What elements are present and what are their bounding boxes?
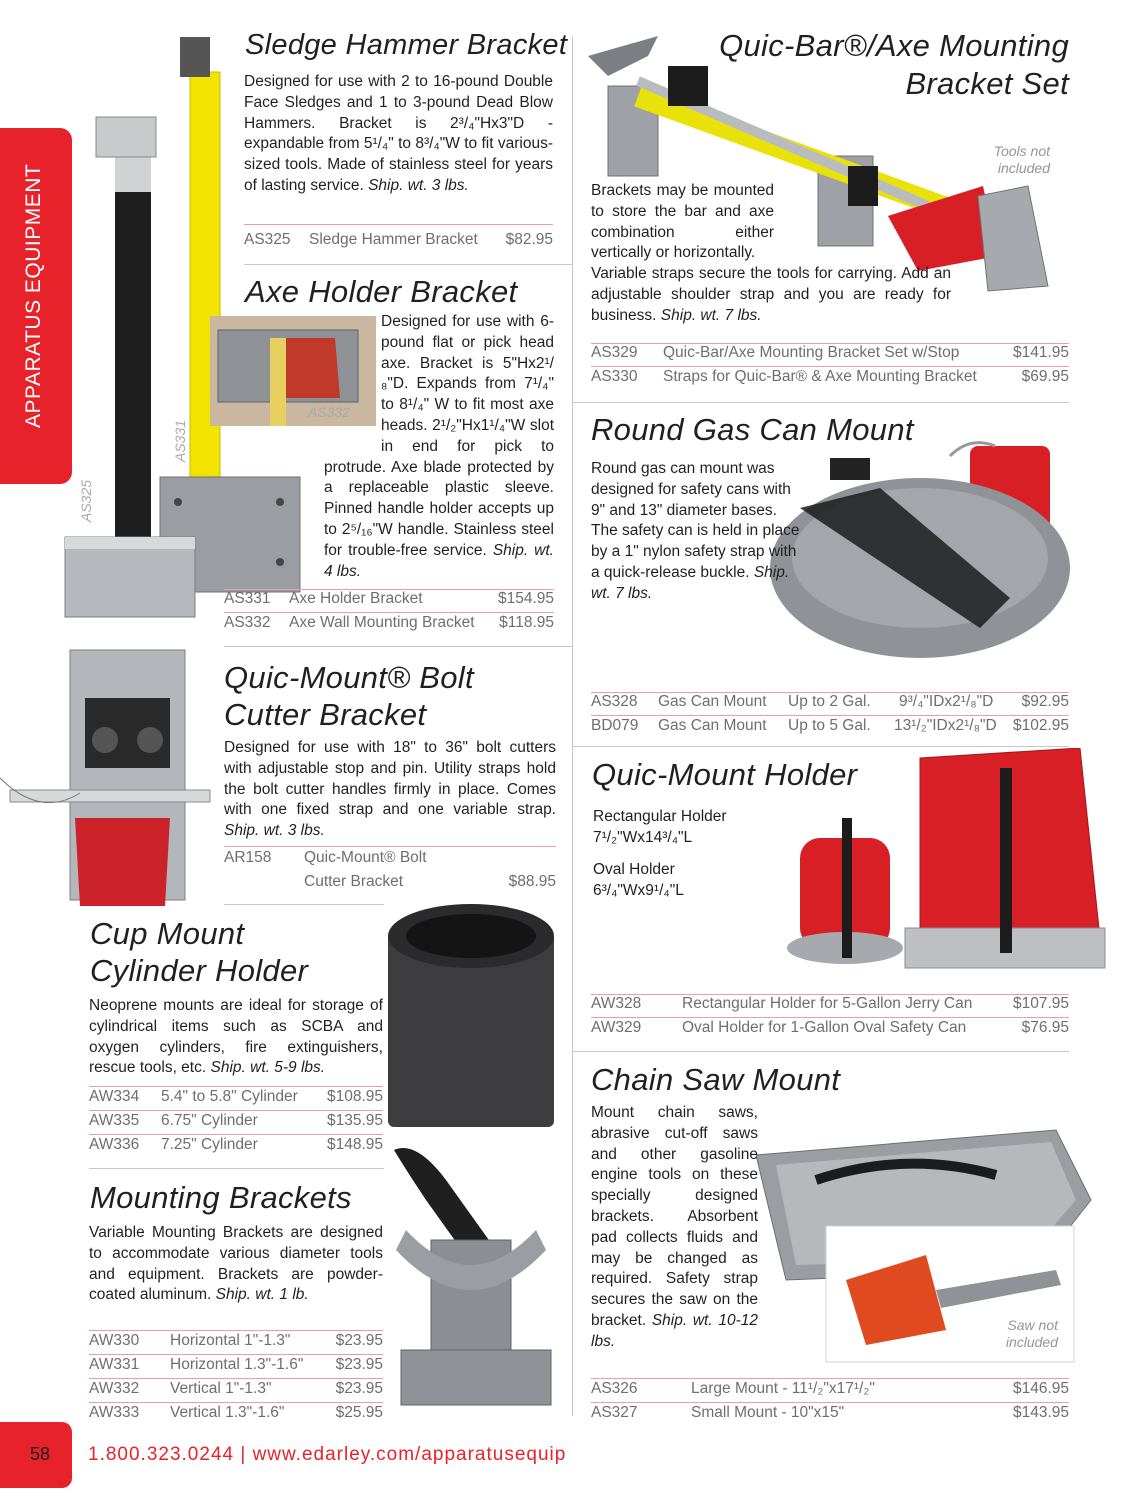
item-price: $88.95 bbox=[508, 873, 556, 890]
footer-contact[interactable]: 1.800.323.0244 | www.edarley.com/apparatusequip bbox=[88, 1444, 567, 1465]
page-number-tab bbox=[0, 1422, 72, 1488]
item-code: AS329 bbox=[591, 344, 638, 361]
divider bbox=[89, 1378, 383, 1379]
chainsaw-note bbox=[980, 1317, 1058, 1351]
cup-title-line2: Cylinder Holder bbox=[90, 953, 309, 988]
holder-oval-dimensions: 6³/₄"Wx9¹/₄"L bbox=[593, 882, 684, 899]
gas-can-ship-weight: Ship. wt. 7 lbs. bbox=[591, 563, 790, 602]
bolt-ship-weight: Ship. wt. 3 lbs. bbox=[224, 822, 325, 840]
section-rule bbox=[573, 402, 1069, 403]
gas-can-description bbox=[591, 459, 806, 605]
axe-title: Axe Holder Bracket bbox=[245, 274, 518, 309]
divider bbox=[591, 1378, 1069, 1379]
sledge-ship-weight: Ship. wt. 3 lbs. bbox=[368, 176, 469, 194]
item-code: AS332 bbox=[224, 614, 271, 631]
quic-bar-ship-weight: Ship. wt. 7 lbs. bbox=[660, 306, 762, 324]
item-price: $146.95 bbox=[1012, 1380, 1069, 1397]
item-code: AW331 bbox=[89, 1356, 140, 1373]
item-description: Axe Holder Bracket bbox=[289, 590, 423, 607]
quic-bar-body: Variable straps secure the tools for carrying. Add an adjustable shoulder strap and you are ready for business. bbox=[591, 265, 951, 324]
quic-bar-note-line1: Tools not bbox=[993, 143, 1050, 159]
quic-bar-title-line2: Bracket Set bbox=[905, 66, 1069, 101]
item-price: $76.95 bbox=[1021, 1019, 1069, 1036]
item-code: AS327 bbox=[591, 1404, 638, 1421]
item-price: $23.95 bbox=[335, 1380, 383, 1397]
item-price: $118.95 bbox=[499, 614, 554, 631]
item-description: Gas Can Mount bbox=[658, 693, 767, 710]
price-row bbox=[89, 1136, 383, 1156]
price-row bbox=[591, 1380, 1069, 1400]
gas-can-body: Round gas can mount was designed for safety cans with 9" and 13" diameter bases. The safety can is held in place by a 1" nylon safety strap with a quick-release buckle. bbox=[591, 460, 800, 581]
price-row bbox=[224, 849, 556, 893]
item-description: Quic-Mount® Bolt bbox=[304, 849, 427, 866]
item-description: Gas Can Mount bbox=[658, 717, 767, 734]
bolt-body: Designed for use with 18" to 36" bolt cutters with adjustable stop and pin. Utility straps hold the bolt cutter handles firmly in place. Comes with one fixed strap and one variable strap. bbox=[224, 739, 556, 819]
mounting-ship-weight: Ship. wt. 1 lb. bbox=[215, 1286, 309, 1304]
cup-mount-image bbox=[384, 902, 559, 1138]
item-code: BD079 bbox=[591, 717, 639, 734]
gas-can-mount-image bbox=[760, 448, 1072, 668]
item-price: $135.95 bbox=[326, 1112, 383, 1129]
section-rule bbox=[224, 646, 572, 647]
item-description: 6.75" Cylinder bbox=[161, 1112, 258, 1129]
item-description: Small Mount - 10"x15" bbox=[691, 1404, 845, 1421]
sledge-body: Designed for use with 2 to 16-pound Double Face Sledges and 1 to 3-pound Dead Blow Hammers. Bracket is 2³/₄"Hx3"D - expandable from 5¹/₄" to 8³/₄"W to fit various-sized tools. Made of stainless steel for years of lasting service. bbox=[244, 73, 553, 194]
cup-description bbox=[89, 996, 383, 1079]
section-tab-label: APPARATUS EQUIPMENT bbox=[22, 163, 45, 428]
price-row bbox=[89, 1112, 383, 1132]
item-description: Axe Wall Mounting Bracket bbox=[289, 614, 475, 631]
price-row bbox=[224, 590, 554, 610]
price-row bbox=[591, 344, 1069, 364]
axe-ship-weight: Ship. wt. 4 lbs. bbox=[324, 541, 554, 580]
item-description: Horizontal 1.3"-1.6" bbox=[170, 1356, 304, 1373]
item-description: 7.25" Cylinder bbox=[161, 1136, 258, 1153]
divider bbox=[89, 1110, 383, 1111]
item-code: AS325 bbox=[244, 231, 291, 248]
item-description: Vertical 1.3"-1.6" bbox=[170, 1404, 285, 1421]
price-row bbox=[89, 1404, 383, 1424]
section-rule bbox=[573, 1051, 1069, 1052]
item-description-line2: Cutter Bracket bbox=[304, 873, 404, 890]
item-code: AW328 bbox=[591, 995, 642, 1012]
item-description: Rectangular Holder for 5-Gallon Jerry Can bbox=[682, 995, 973, 1012]
bolt-cutter-bracket-image bbox=[0, 648, 215, 906]
cup-title-line1: Cup Mount bbox=[90, 916, 245, 951]
image-label-as332: AS332 bbox=[308, 404, 351, 420]
chainsaw-ship-weight: Ship. wt. 10-12 lbs. bbox=[591, 1311, 758, 1350]
chainsaw-description bbox=[591, 1103, 758, 1353]
price-row bbox=[244, 231, 553, 251]
divider bbox=[89, 1134, 383, 1135]
mounting-description bbox=[89, 1223, 383, 1306]
item-description: Oval Holder for 1-Gallon Oval Safety Can bbox=[682, 1019, 967, 1036]
price-row bbox=[591, 717, 1069, 737]
sledge-description bbox=[244, 72, 553, 197]
item-dimensions: 9³/₄"IDx2¹/₈"D bbox=[899, 693, 994, 710]
holder-rect-label: Rectangular Holder bbox=[593, 808, 727, 825]
chainsaw-note-line1: Saw not bbox=[1007, 1317, 1058, 1333]
item-price: $143.95 bbox=[1012, 1404, 1069, 1421]
column-divider bbox=[572, 36, 573, 1416]
item-description: Vertical 1"-1.3" bbox=[170, 1380, 272, 1397]
price-row bbox=[224, 614, 554, 634]
chainsaw-note-line2: included bbox=[1005, 1334, 1058, 1350]
quic-bar-description bbox=[591, 264, 951, 326]
price-row bbox=[591, 1404, 1069, 1424]
gas-can-title: Round Gas Can Mount bbox=[591, 412, 914, 447]
item-capacity: Up to 5 Gal. bbox=[788, 717, 871, 734]
divider bbox=[244, 224, 553, 225]
price-row bbox=[591, 693, 1069, 713]
chainsaw-title: Chain Saw Mount bbox=[591, 1062, 841, 1097]
item-description: 5.4" to 5.8" Cylinder bbox=[161, 1088, 298, 1105]
bolt-description bbox=[224, 738, 556, 842]
item-capacity: Up to 2 Gal. bbox=[788, 693, 871, 710]
item-price: $23.95 bbox=[335, 1332, 383, 1349]
item-code: AR158 bbox=[224, 849, 272, 866]
price-row bbox=[89, 1332, 383, 1352]
divider bbox=[89, 1086, 383, 1087]
item-description: Horizontal 1"-1.3" bbox=[170, 1332, 291, 1349]
item-dimensions: 13¹/₂"IDx2¹/₈"D bbox=[894, 717, 997, 734]
item-code: AW334 bbox=[89, 1088, 140, 1105]
item-price: $141.95 bbox=[1012, 344, 1069, 361]
divider bbox=[591, 366, 1069, 367]
item-code: AW329 bbox=[591, 1019, 642, 1036]
item-price: $148.95 bbox=[326, 1136, 383, 1153]
quic-bar-note-line2: included bbox=[997, 160, 1050, 176]
holder-title: Quic-Mount Holder bbox=[592, 757, 858, 792]
axe-description bbox=[324, 312, 554, 582]
item-code: AS331 bbox=[224, 590, 271, 607]
item-price: $69.95 bbox=[1021, 368, 1069, 385]
sledge-title: Sledge Hammer Bracket bbox=[245, 29, 568, 61]
item-price: $154.95 bbox=[497, 590, 554, 607]
price-row bbox=[591, 1019, 1069, 1039]
item-description: Quic-Bar/Axe Mounting Bracket Set w/Stop bbox=[663, 344, 960, 361]
item-price: $108.95 bbox=[326, 1088, 383, 1105]
item-price: $107.95 bbox=[1012, 995, 1069, 1012]
divider bbox=[89, 1330, 383, 1331]
divider bbox=[89, 1354, 383, 1355]
quic-bar-title-line1: Quic-Bar®/Axe Mounting bbox=[719, 28, 1069, 63]
quic-bar-body-top: Brackets may be mounted to store the bar and axe combination either vertically or horizontally. bbox=[591, 182, 774, 262]
divider bbox=[591, 1402, 1069, 1403]
divider bbox=[591, 1017, 1069, 1018]
item-code: AW335 bbox=[89, 1112, 140, 1129]
item-code: AW333 bbox=[89, 1404, 140, 1421]
item-price: $82.95 bbox=[505, 231, 553, 248]
section-rule bbox=[573, 746, 1069, 747]
divider bbox=[591, 715, 1069, 716]
item-price: $102.95 bbox=[1012, 717, 1069, 734]
bolt-title-line2: Cutter Bracket bbox=[224, 697, 427, 732]
item-description: Large Mount - 11¹/₂"x17¹/₂" bbox=[691, 1380, 875, 1397]
item-price: $92.95 bbox=[1021, 693, 1069, 710]
divider bbox=[224, 846, 556, 847]
divider bbox=[89, 1402, 383, 1403]
price-row bbox=[591, 368, 1069, 388]
image-label-as325: AS325 bbox=[78, 479, 94, 522]
section-rule bbox=[244, 264, 572, 265]
mounting-bracket-image bbox=[386, 1140, 561, 1445]
item-description: Sledge Hammer Bracket bbox=[309, 231, 478, 248]
item-code: AS328 bbox=[591, 693, 638, 710]
price-row bbox=[591, 995, 1069, 1015]
axe-body: Designed for use with 6-pound flat or pick head axe. Bracket is 5"Hx2¹/₈"D. Expands from 7¹/₄" to 8¹/₄" W to fit most axe heads. 2¹/₂"Hx1¹/₄"W slot in end for pick to protrude. Axe blade protected by a replaceable plastic sleeve. Pinned handle holder accepts up to 2⁵/₁₆"W handle. Stainless steel for trouble-free service. bbox=[324, 313, 554, 559]
bolt-title-line1: Quic-Mount® Bolt bbox=[224, 660, 474, 695]
item-code: AS326 bbox=[591, 1380, 638, 1397]
item-price: $25.95 bbox=[335, 1404, 383, 1421]
cup-body: Neoprene mounts are ideal for storage of cylindrical items such as SCBA and oxygen cylinders, fire extinguishers, rescue tools, etc. bbox=[89, 997, 383, 1077]
item-code: AW330 bbox=[89, 1332, 140, 1349]
price-row bbox=[89, 1380, 383, 1400]
section-rule bbox=[89, 1168, 384, 1169]
mounting-body: Variable Mounting Brackets are designed to accommodate various diameter tools and equipment. Brackets are powder-coated aluminum. bbox=[89, 1224, 383, 1304]
quic-bar-tools-note bbox=[968, 143, 1050, 177]
mounting-title: Mounting Brackets bbox=[90, 1180, 352, 1215]
item-code: AS330 bbox=[591, 368, 638, 385]
divider bbox=[224, 612, 554, 613]
item-price: $23.95 bbox=[335, 1356, 383, 1373]
item-code: AW332 bbox=[89, 1380, 140, 1397]
price-row bbox=[89, 1356, 383, 1376]
holder-oval-label: Oval Holder bbox=[593, 861, 675, 878]
chainsaw-body: Mount chain saws, abrasive cut-off saws and other gasoline engine tools on these specially designed brackets. Absorbent pad collects fluids and may be changed as required. Safety strap secures the saw on the bracket. bbox=[591, 1104, 758, 1329]
item-description: Straps for Quic-Bar® & Axe Mounting Bracket bbox=[663, 368, 977, 385]
section-rule bbox=[224, 904, 384, 905]
price-row bbox=[89, 1088, 383, 1108]
cup-ship-weight: Ship. wt. 5-9 lbs. bbox=[210, 1059, 326, 1077]
holder-rect-dimensions: 7¹/₂"Wx14³/₄"L bbox=[593, 829, 693, 846]
item-code: AW336 bbox=[89, 1136, 140, 1153]
page-number: 58 bbox=[30, 1444, 51, 1464]
image-label-as331: AS331 bbox=[172, 419, 188, 462]
